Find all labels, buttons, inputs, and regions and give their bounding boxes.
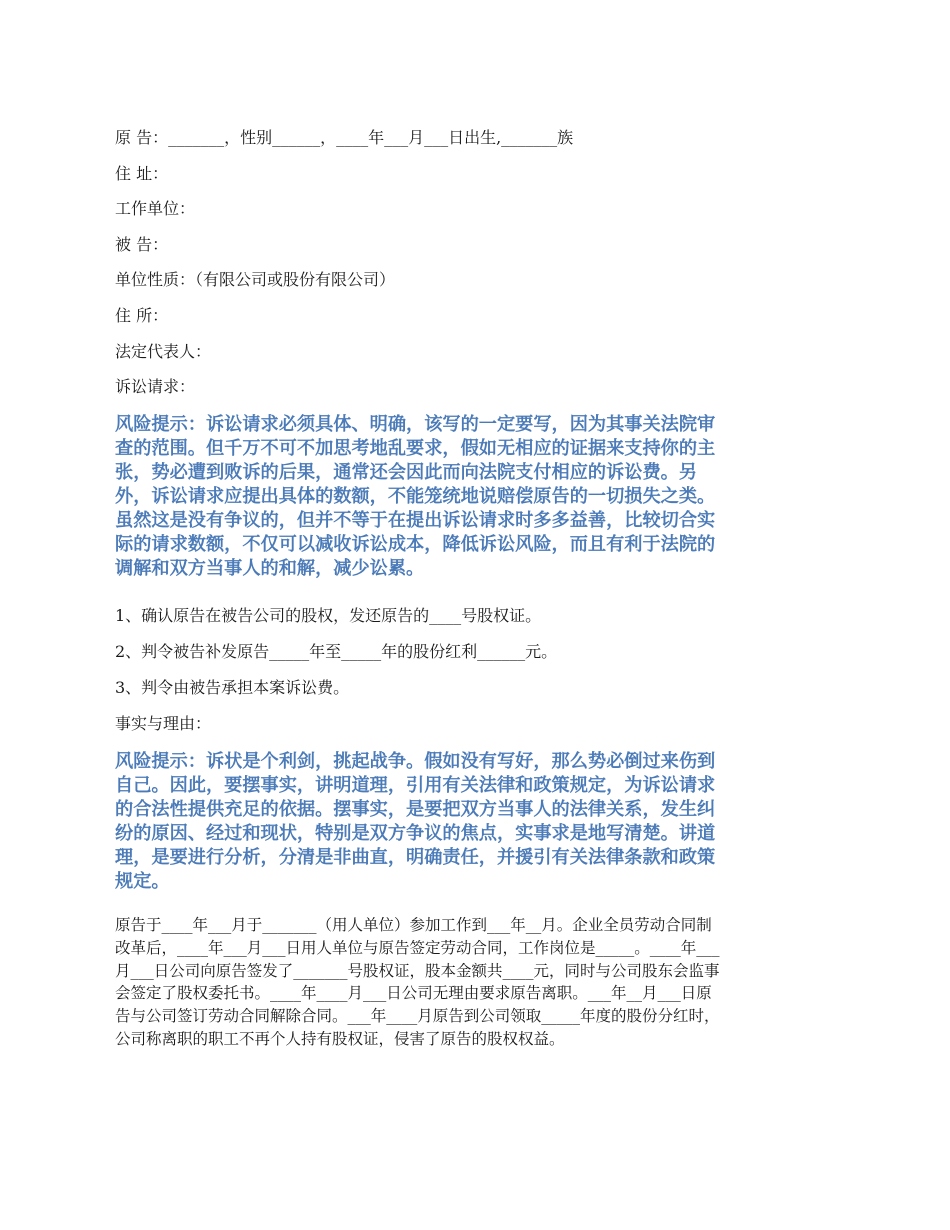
risk-note-claims xyxy=(115,413,840,581)
claim-item-1: 1、确认原告在被告公司的股权，发还原告的____号股权证。 xyxy=(115,606,542,625)
risk-note-facts xyxy=(115,750,840,894)
defendant-address-line: 住 所： xyxy=(115,306,169,325)
plaintiff-address-line: 住 址： xyxy=(115,164,169,183)
risk-note-line: 理，是要进行分析，分清是非曲直，明确责任，并援引有关法律条款和政策 xyxy=(115,847,716,868)
work-unit-line: 工作单位： xyxy=(115,199,196,218)
risk-note-line: 虽然这是没有争议的，但并不等于在提出诉讼请求时多多益善，比较切合实 xyxy=(115,510,716,531)
plaintiff-line: 原 告：_______，性别______，____年___月___日出生,_______族 xyxy=(115,128,574,147)
claim-item-3: 3、判令由被告承担本案诉讼费。 xyxy=(115,678,350,697)
risk-note-line: 的合法性提供充足的依据。摆事实，是要把双方当事人的法律关系，发生纠 xyxy=(115,799,716,820)
risk-note-line: 纷的原因、经过和现状，特别是双方争议的焦点，实事求是地写清楚。讲道 xyxy=(115,823,716,844)
facts-line: 公司称离职的职工不再个人持有股权证，侵害了原告的股权权益。 xyxy=(115,1029,565,1048)
legal-rep-line: 法定代表人： xyxy=(115,342,212,361)
facts-line: 原告于____年___月于_______（用人单位）参加工作到___年__月。企业全员劳动合同制 xyxy=(115,916,712,934)
risk-note-line: 风险提示：诉讼请求必须具体、明确，该写的一定要写，因为其事关法院审 xyxy=(115,414,716,435)
risk-note-line: 张，势必遭到败诉的后果，通常还会因此而向法院支付相应的诉讼费。另 xyxy=(115,462,698,483)
claims-label: 诉讼请求： xyxy=(115,377,196,396)
risk-note-line: 外，诉讼请求应提出具体的数额，不能笼统地说赔偿原告的一切损失之类。 xyxy=(115,486,716,507)
facts-line: 会签定了股权委托书。____年____月___日公司无理由要求原告离职。___年__月___日原 xyxy=(115,984,712,1003)
facts-line: 告与公司签订劳动合同解除合同。___年____月原告到公司领取_____年度的股份分红时， xyxy=(115,1007,720,1026)
facts-label: 事实与理由： xyxy=(115,714,212,733)
claim-item-2: 2、判令被告补发原告_____年至_____年的股份红利______元。 xyxy=(115,642,558,661)
risk-note-line: 规定。 xyxy=(115,871,170,892)
risk-note-line: 自己。因此，要摆事实，讲明道理，引用有关法律和政策规定，为诉讼请求 xyxy=(115,775,716,796)
facts-line: 改革后，____年___月___日用人单位与原告签定劳动合同，工作岗位是_____。____年___ xyxy=(115,938,720,957)
defendant-line: 被 告： xyxy=(115,235,169,254)
facts-line: 月___日公司向原告签发了_______号股权证，股本金额共____元，同时与公司股东会监事 xyxy=(115,961,720,980)
risk-note-line: 查的范围。但千万不可不加思考地乱要求，假如无相应的证据来支持你的主 xyxy=(115,438,716,459)
unit-nature-line: 单位性质：（有限公司或股份有限公司） xyxy=(115,270,396,289)
risk-note-line: 风险提示：诉状是个利剑，挑起战争。假如没有写好，那么势必倒过来伤到 xyxy=(115,751,716,772)
facts-paragraph xyxy=(115,914,840,1051)
risk-note-line: 调解和双方当事人的和解，减少讼累。 xyxy=(115,558,425,579)
risk-note-line: 际的请求数额，不仅可以减收诉讼成本，降低诉讼风险，而且有利于法院的 xyxy=(115,534,716,555)
